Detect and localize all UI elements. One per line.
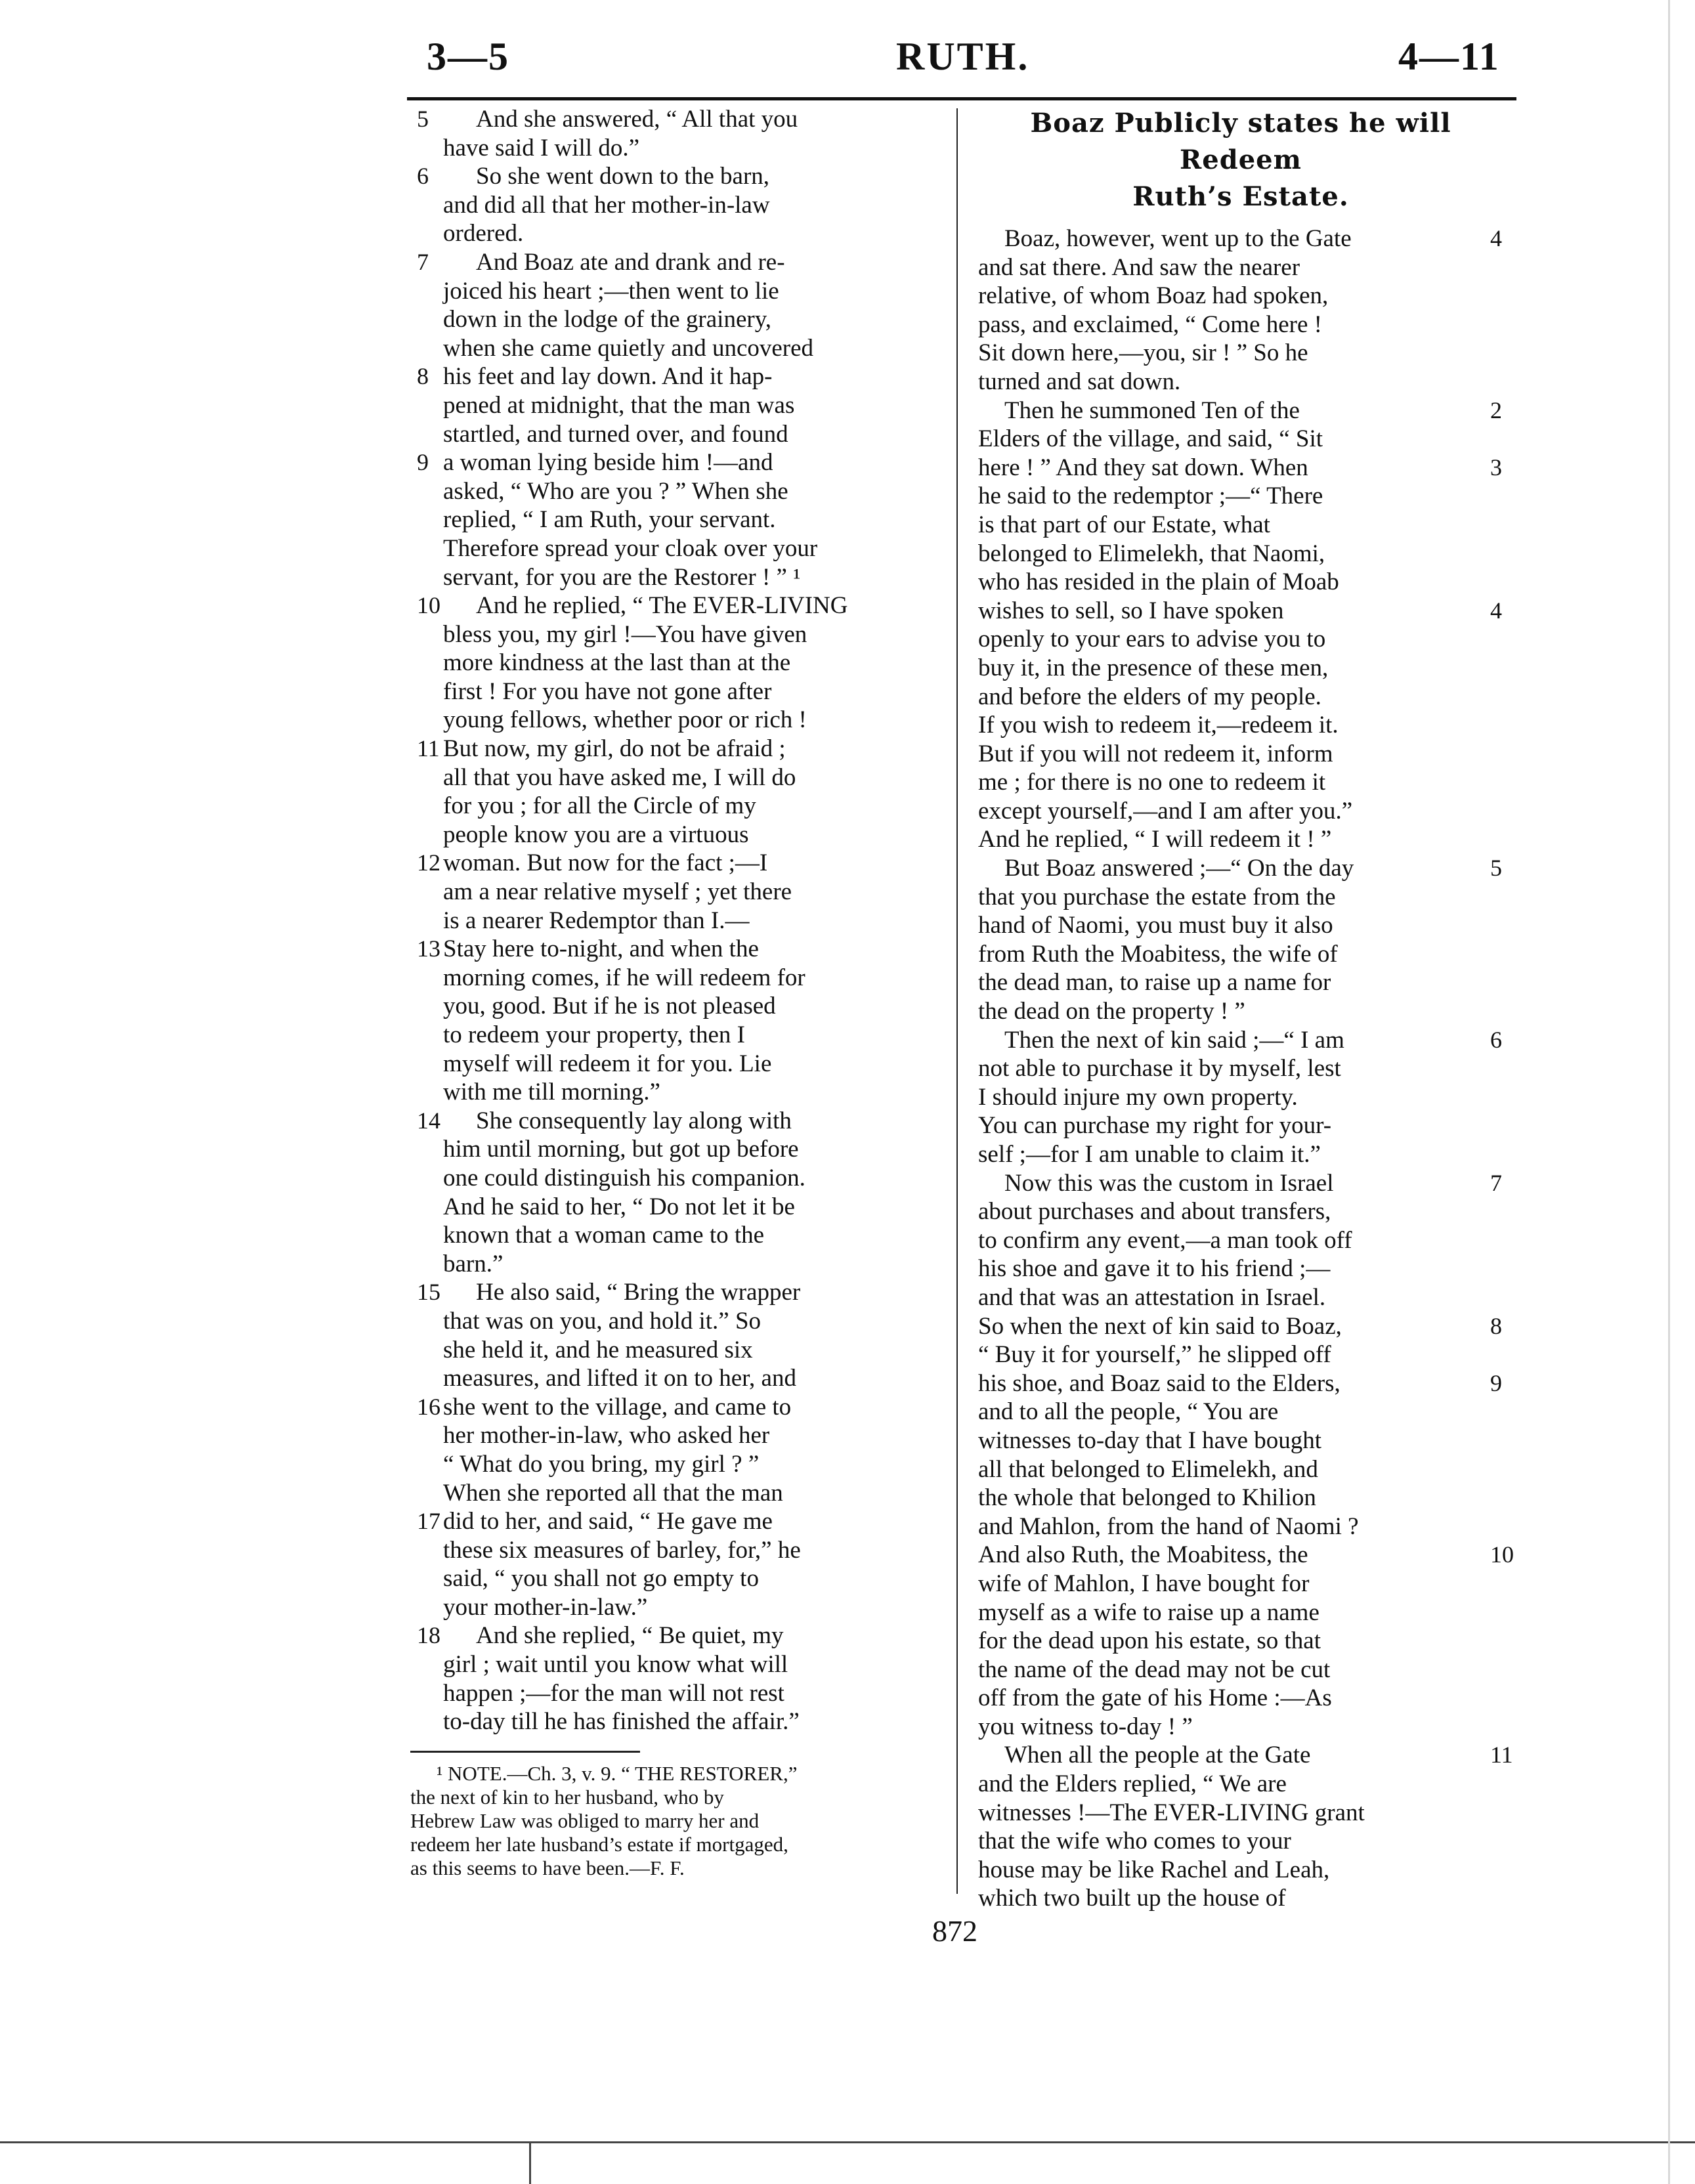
verse-line xyxy=(410,1564,942,1593)
verse-line xyxy=(410,1364,942,1393)
verse-text: When all the people at the Gate xyxy=(1004,1742,1311,1769)
verse-line xyxy=(410,706,942,735)
verse-line xyxy=(410,1221,942,1250)
verse-text: And also Ruth, the Moabitess, the xyxy=(978,1541,1308,1569)
verse-number: 9 xyxy=(417,449,429,476)
verse-text: all that belonged to Elimelekh, and xyxy=(978,1455,1318,1483)
verse-line xyxy=(410,1278,942,1307)
verse-text: have said I will do.” xyxy=(443,134,639,161)
verse-line xyxy=(965,368,1516,396)
verse-number: 18 xyxy=(417,1622,440,1649)
verse-text: for you ; for all the Circle of my xyxy=(443,792,756,820)
verse-line xyxy=(965,625,1516,654)
verse-line xyxy=(965,1340,1516,1369)
verse-text: am a near relative myself ; yet there xyxy=(443,878,792,906)
verse-line xyxy=(410,477,942,506)
verse-line xyxy=(965,1512,1516,1541)
verse-text: the dead on the property ! ” xyxy=(978,998,1245,1025)
verse-text: who has resided in the plain of Moab xyxy=(978,568,1339,596)
verse-text: that you purchase the estate from the xyxy=(978,883,1336,910)
verse-number: 9 xyxy=(1490,1369,1502,1396)
footnote-line: redeem her late husband’s estate if mortgaged, xyxy=(410,1832,788,1856)
verse-text: down in the lodge of the grainery, xyxy=(443,306,772,333)
verse-text: Sit down here,—you, sir ! ” So he xyxy=(978,339,1308,367)
verse-number: 6 xyxy=(417,163,429,190)
verse-text: So she went down to the barn, xyxy=(476,163,770,190)
verse-line xyxy=(410,1250,942,1279)
verse-text: relative, of whom Boaz had spoken, xyxy=(978,282,1329,310)
verse-text: Stay here to-night, and when the xyxy=(443,935,759,963)
verse-line xyxy=(965,1827,1516,1856)
verse-number: 10 xyxy=(1490,1541,1514,1568)
section-heading-line-2: Ruth’s Estate. xyxy=(1132,181,1349,212)
verse-line xyxy=(965,1283,1516,1312)
verse-line xyxy=(965,1570,1516,1598)
left-column xyxy=(410,105,942,1880)
verse-line xyxy=(965,1541,1516,1570)
scan-right-edge xyxy=(1668,0,1670,2184)
verse-text: first ! For you have not gone after xyxy=(443,677,772,705)
footnote-line: the next of kin to her husband, who by xyxy=(410,1785,724,1809)
verse-text: his shoe, and Boaz said to the Elders, xyxy=(978,1369,1341,1397)
verse-text: She consequently lay along with xyxy=(476,1107,792,1134)
verse-text: He also said, “ Bring the wrapper xyxy=(476,1279,801,1306)
verse-text: wishes to sell, so I have spoken xyxy=(978,597,1284,624)
verse-line xyxy=(965,396,1516,425)
verse-text: you witness to-day ! ” xyxy=(978,1713,1193,1740)
verse-text: the dead man, to raise up a name for xyxy=(978,969,1331,996)
verse-text: And he replied, “ I will redeem it ! ” xyxy=(978,826,1332,853)
verse-text: Therefore spread your cloak over your xyxy=(443,534,818,562)
verse-line xyxy=(410,1193,942,1222)
verse-number: 6 xyxy=(1490,1026,1502,1053)
verse-line xyxy=(965,711,1516,740)
verse-text: is that part of our Estate, what xyxy=(978,511,1270,538)
verse-text: him until morning, but got up before xyxy=(443,1136,799,1163)
verse-line xyxy=(410,792,942,821)
verse-text: here ! ” And they sat down. When xyxy=(978,454,1308,481)
scan-bottom-edge xyxy=(0,2141,1695,2143)
verse-line xyxy=(965,1627,1516,1656)
verse-text: But if you will not redeem it, inform xyxy=(978,740,1333,767)
verse-text: a woman lying beside him !—and xyxy=(443,449,773,477)
verse-text: When she reported all that the man xyxy=(443,1479,783,1507)
verse-text: belonged to Elimelekh, that Naomi, xyxy=(978,540,1325,567)
verse-line xyxy=(410,1078,942,1107)
verse-line xyxy=(965,1455,1516,1484)
verse-text: is a nearer Redemptor than I.— xyxy=(443,907,750,934)
verse-line xyxy=(410,907,942,935)
verse-line xyxy=(965,1741,1516,1770)
verse-line xyxy=(965,1054,1516,1083)
verse-line xyxy=(410,1507,942,1536)
verse-line xyxy=(965,540,1516,568)
verse-text: startled, and turned over, and found xyxy=(443,420,788,448)
verse-text: and that was an attestation in Israel. xyxy=(978,1283,1326,1311)
section-heading xyxy=(965,105,1516,215)
verse-line xyxy=(410,305,942,334)
verse-line xyxy=(410,620,942,649)
verse-line xyxy=(410,277,942,306)
verse-line xyxy=(410,1021,942,1050)
verse-line xyxy=(410,134,942,163)
verse-line xyxy=(410,219,942,248)
verse-text: hand of Naomi, you must buy it also xyxy=(978,912,1333,939)
verse-number: 11 xyxy=(1490,1742,1513,1768)
verse-text: replied, “ I am Ruth, your servant. xyxy=(443,506,776,534)
verse-line xyxy=(410,849,942,878)
verse-text: that was on you, and hold it.” So xyxy=(443,1307,762,1335)
verse-line xyxy=(410,878,942,907)
verse-number: 13 xyxy=(417,935,440,962)
verse-text: not able to purchase it by myself, lest xyxy=(978,1055,1341,1082)
verse-line xyxy=(965,339,1516,368)
verse-line xyxy=(410,448,942,477)
verse-line xyxy=(965,1111,1516,1140)
verse-text: to confirm any event,—a man took off xyxy=(978,1226,1352,1254)
verse-number: 4 xyxy=(1490,225,1502,251)
verse-text: happen ;—for the man will not rest xyxy=(443,1679,784,1707)
verse-text: and sat there. And saw the nearer xyxy=(978,253,1300,281)
verse-text: with me till morning.” xyxy=(443,1079,660,1106)
header-chapter-range-left: 3—5 xyxy=(427,35,509,78)
verse-text: said, “ you shall not go empty to xyxy=(443,1565,759,1593)
verse-line xyxy=(965,1484,1516,1512)
verse-line xyxy=(410,821,942,849)
verse-number: 16 xyxy=(417,1393,440,1420)
verse-line xyxy=(965,1656,1516,1684)
verse-text: But Boaz answered ;—“ On the day xyxy=(1004,855,1354,882)
verse-text: and did all that her mother-in-law xyxy=(443,191,770,219)
verse-text: witnesses !—The EVER-LIVING grant xyxy=(978,1799,1365,1826)
verse-line xyxy=(965,1312,1516,1341)
verse-number: 2 xyxy=(1490,396,1502,423)
verse-number: 14 xyxy=(417,1107,440,1134)
verse-text: that the wife who comes to your xyxy=(978,1828,1291,1855)
verse-number: 3 xyxy=(1490,454,1502,481)
verse-line xyxy=(965,253,1516,282)
verse-text: turned and sat down. xyxy=(978,368,1181,395)
verse-text: the name of the dead may not be cut xyxy=(978,1656,1331,1683)
verse-text: Then the next of kin said ;—“ I am xyxy=(1004,1026,1344,1054)
header-rule xyxy=(407,97,1516,100)
verse-text: “ What do you bring, my girl ? ” xyxy=(443,1450,760,1478)
verse-number: 11 xyxy=(417,735,440,762)
verse-line xyxy=(410,191,942,220)
verse-line xyxy=(965,1197,1516,1226)
verse-text: woman. But now for the fact ;—I xyxy=(443,849,768,877)
verse-text: known that a woman came to the xyxy=(443,1222,765,1249)
verse-line xyxy=(410,935,942,964)
verse-text: pass, and exclaimed, “ Come here ! xyxy=(978,310,1322,338)
verse-text: myself will redeem it for you. Lie xyxy=(443,1050,772,1077)
page-number: 872 xyxy=(932,1914,977,1948)
verse-text: he said to the redemptor ;—“ There xyxy=(978,482,1323,510)
verse-line xyxy=(410,677,942,706)
verse-number: 7 xyxy=(417,248,429,275)
verse-line xyxy=(410,391,942,420)
verse-line xyxy=(965,654,1516,683)
verse-line xyxy=(965,454,1516,482)
verse-line xyxy=(965,1226,1516,1255)
verse-line xyxy=(410,1593,942,1622)
verse-number: 5 xyxy=(1490,855,1502,882)
verse-line xyxy=(965,825,1516,854)
verse-text: And she answered, “ All that you xyxy=(476,106,798,133)
verse-line xyxy=(965,568,1516,597)
verse-line xyxy=(410,1336,942,1365)
verse-text: her mother-in-law, who asked her xyxy=(443,1422,770,1449)
verse-line xyxy=(410,334,942,363)
verse-line xyxy=(410,1164,942,1193)
verse-line xyxy=(965,282,1516,310)
verse-text: from Ruth the Moabitess, the wife of xyxy=(978,940,1338,968)
verse-line xyxy=(410,1707,942,1736)
verse-line xyxy=(965,425,1516,454)
verse-text: me ; for there is no one to redeem it xyxy=(978,769,1326,796)
verse-text: did to her, and said, “ He gave me xyxy=(443,1508,773,1535)
verse-text: except yourself,—and I am after you.” xyxy=(978,797,1353,824)
verse-number: 8 xyxy=(417,363,429,390)
verse-line xyxy=(410,763,942,792)
verse-text: and to all the people, “ You are xyxy=(978,1398,1279,1426)
verse-text: self ;—for I am unable to claim it.” xyxy=(978,1141,1321,1168)
verse-text: which two built up the house of xyxy=(978,1885,1286,1912)
verse-line xyxy=(965,854,1516,883)
verse-text: more kindness at the last than at the xyxy=(443,649,791,677)
verse-text: joiced his heart ;—then went to lie xyxy=(443,277,779,305)
verse-line xyxy=(410,534,942,563)
footnote-line: as this seems to have been.—F. F. xyxy=(410,1856,685,1879)
verse-text: one could distinguish his companion. xyxy=(443,1164,805,1191)
verse-line xyxy=(410,105,942,134)
verse-text: And Boaz ate and drank and re- xyxy=(476,248,785,276)
left-column-verses xyxy=(410,105,942,1736)
verse-text: Boaz, however, went up to the Gate xyxy=(1004,225,1352,252)
verse-line xyxy=(410,964,942,993)
verse-text: asked, “ Who are you ? ” When she xyxy=(443,477,788,505)
verse-number: 8 xyxy=(1490,1312,1502,1339)
verse-text: pened at midnight, that the man was xyxy=(443,391,795,419)
verse-text: Elders of the village, and said, “ Sit xyxy=(978,425,1323,453)
verse-text: the whole that belonged to Khilion xyxy=(978,1484,1316,1512)
verse-line xyxy=(410,1050,942,1079)
verse-line xyxy=(965,1884,1516,1913)
right-column-verses xyxy=(965,225,1516,1913)
verse-line xyxy=(965,1026,1516,1055)
verse-line xyxy=(965,940,1516,969)
verse-line xyxy=(965,768,1516,797)
verse-line xyxy=(410,1536,942,1565)
verse-line xyxy=(410,1393,942,1422)
verse-line xyxy=(965,740,1516,769)
verse-line xyxy=(965,482,1516,511)
verse-text: openly to your ears to advise you to xyxy=(978,626,1326,653)
verse-number: 12 xyxy=(417,849,440,876)
verse-line xyxy=(965,1856,1516,1885)
verse-line xyxy=(965,911,1516,940)
verse-line xyxy=(965,1684,1516,1713)
verse-text: when she came quietly and uncovered xyxy=(443,334,814,362)
verse-line xyxy=(965,1140,1516,1169)
footnote-line: ¹ NOTE.—Ch. 3, v. 9. “ THE RESTORER,” xyxy=(437,1761,798,1785)
verse-text: she held it, and he measured six xyxy=(443,1336,753,1363)
verse-line xyxy=(965,797,1516,826)
header-chapter-range-right: 4—11 xyxy=(1398,35,1500,78)
verse-text: your mother-in-law.” xyxy=(443,1593,648,1621)
verse-line xyxy=(965,511,1516,540)
verse-line xyxy=(965,883,1516,912)
verse-text: You can purchase my right for your- xyxy=(978,1112,1332,1140)
scan-binding-mark xyxy=(529,2143,531,2184)
verse-line xyxy=(410,1307,942,1336)
verse-text: And he replied, “ The EVER-LIVING xyxy=(476,592,848,620)
header-book-title: RUTH. xyxy=(896,35,1030,78)
verse-number: 10 xyxy=(417,592,440,619)
right-column xyxy=(965,105,1516,1913)
verse-text: house may be like Rachel and Leah, xyxy=(978,1856,1330,1883)
verse-line xyxy=(965,1426,1516,1455)
verse-line xyxy=(410,1450,942,1479)
verse-text: buy it, in the presence of these men, xyxy=(978,654,1329,681)
verse-line xyxy=(410,735,942,763)
verse-number: 4 xyxy=(1490,597,1502,624)
footnote-rule xyxy=(410,1751,640,1753)
verse-line xyxy=(410,649,942,677)
verse-line xyxy=(965,1799,1516,1828)
verse-text: wife of Mahlon, I have bought for xyxy=(978,1570,1310,1597)
verse-text: ordered. xyxy=(443,220,524,247)
verse-line xyxy=(410,1621,942,1650)
verse-text: to redeem your property, then I xyxy=(443,1021,745,1048)
verse-line xyxy=(410,563,942,592)
verse-text: But now, my girl, do not be afraid ; xyxy=(443,735,786,763)
verse-text: his feet and lay down. And it hap- xyxy=(443,363,773,391)
verse-line xyxy=(965,1598,1516,1627)
section-heading-line-1: Boaz Publicly states he will Redeem xyxy=(1030,108,1451,175)
verse-text: “ Buy it for yourself,” he slipped off xyxy=(978,1341,1331,1369)
verse-line xyxy=(965,1169,1516,1198)
verse-line xyxy=(965,1770,1516,1799)
verse-line xyxy=(965,997,1516,1026)
verse-text: you, good. But if he is not pleased xyxy=(443,993,776,1020)
verse-text: witnesses to-day that I have bought xyxy=(978,1426,1322,1454)
verse-text: myself as a wife to raise up a name xyxy=(978,1598,1320,1626)
verse-text: and Mahlon, from the hand of Naomi ? xyxy=(978,1512,1359,1540)
verse-text: And he said to her, “ Do not let it be xyxy=(443,1193,795,1220)
verse-line xyxy=(410,1421,942,1450)
verse-line xyxy=(965,310,1516,339)
verse-text: morning comes, if he will redeem for xyxy=(443,964,805,991)
verse-line xyxy=(965,597,1516,626)
verse-line xyxy=(410,591,942,620)
verse-text: to-day till he has finished the affair.” xyxy=(443,1708,800,1736)
verse-number: 7 xyxy=(1490,1169,1502,1196)
verse-line xyxy=(410,1107,942,1136)
verse-text: off from the gate of his Home :—As xyxy=(978,1684,1332,1712)
verse-text: and the Elders replied, “ We are xyxy=(978,1770,1287,1798)
verse-text: I should injure my own property. xyxy=(978,1083,1298,1111)
verse-text: bless you, my girl !—You have given xyxy=(443,620,807,648)
verse-text: people know you are a virtuous xyxy=(443,821,749,848)
footnote xyxy=(410,1762,942,1880)
verse-text: measures, and lifted it on to her, and xyxy=(443,1365,796,1392)
verse-line xyxy=(965,1398,1516,1426)
verse-line xyxy=(410,1479,942,1508)
verse-line xyxy=(965,1083,1516,1112)
verse-text: about purchases and about transfers, xyxy=(978,1198,1331,1226)
verse-line xyxy=(410,992,942,1021)
verse-line xyxy=(410,505,942,534)
verse-text: If you wish to redeem it,—redeem it. xyxy=(978,712,1339,739)
verse-line xyxy=(965,1369,1516,1398)
verse-text: So when the next of kin said to Boaz, xyxy=(978,1312,1342,1340)
verse-text: Now this was the custom in Israel xyxy=(1004,1169,1334,1197)
footnote-line: Hebrew Law was obliged to marry her and xyxy=(410,1809,760,1832)
verse-line xyxy=(965,1254,1516,1283)
verse-line xyxy=(965,968,1516,997)
verse-line xyxy=(965,1713,1516,1742)
verse-line xyxy=(410,362,942,391)
verse-text: for the dead upon his estate, so that xyxy=(978,1627,1321,1655)
verse-line xyxy=(410,248,942,277)
verse-line xyxy=(965,683,1516,712)
verse-line xyxy=(410,1650,942,1679)
verse-text: and before the elders of my people. xyxy=(978,683,1321,710)
verse-text: she went to the village, and came to xyxy=(443,1393,792,1421)
verse-number: 5 xyxy=(417,106,429,132)
verse-text: girl ; wait until you know what will xyxy=(443,1651,788,1679)
verse-text: his shoe and gave it to his friend ;— xyxy=(978,1255,1331,1283)
verse-line xyxy=(410,1135,942,1164)
verse-text: all that you have asked me, I will do xyxy=(443,763,796,791)
verse-line xyxy=(410,420,942,449)
verse-number: 15 xyxy=(417,1279,440,1306)
verse-text: young fellows, whether poor or rich ! xyxy=(443,706,807,734)
verse-line xyxy=(410,162,942,191)
verse-text: these six measures of barley, for,” he xyxy=(443,1536,801,1564)
verse-text: barn.” xyxy=(443,1250,504,1277)
verse-text: Then he summoned Ten of the xyxy=(1004,396,1300,424)
verse-text: And she replied, “ Be quiet, my xyxy=(476,1622,784,1650)
column-divider xyxy=(956,108,958,1894)
verse-line xyxy=(965,225,1516,253)
verse-text: servant, for you are the Restorer ! ” ¹ xyxy=(443,563,801,591)
verse-number: 17 xyxy=(417,1508,440,1535)
verse-line xyxy=(410,1679,942,1708)
